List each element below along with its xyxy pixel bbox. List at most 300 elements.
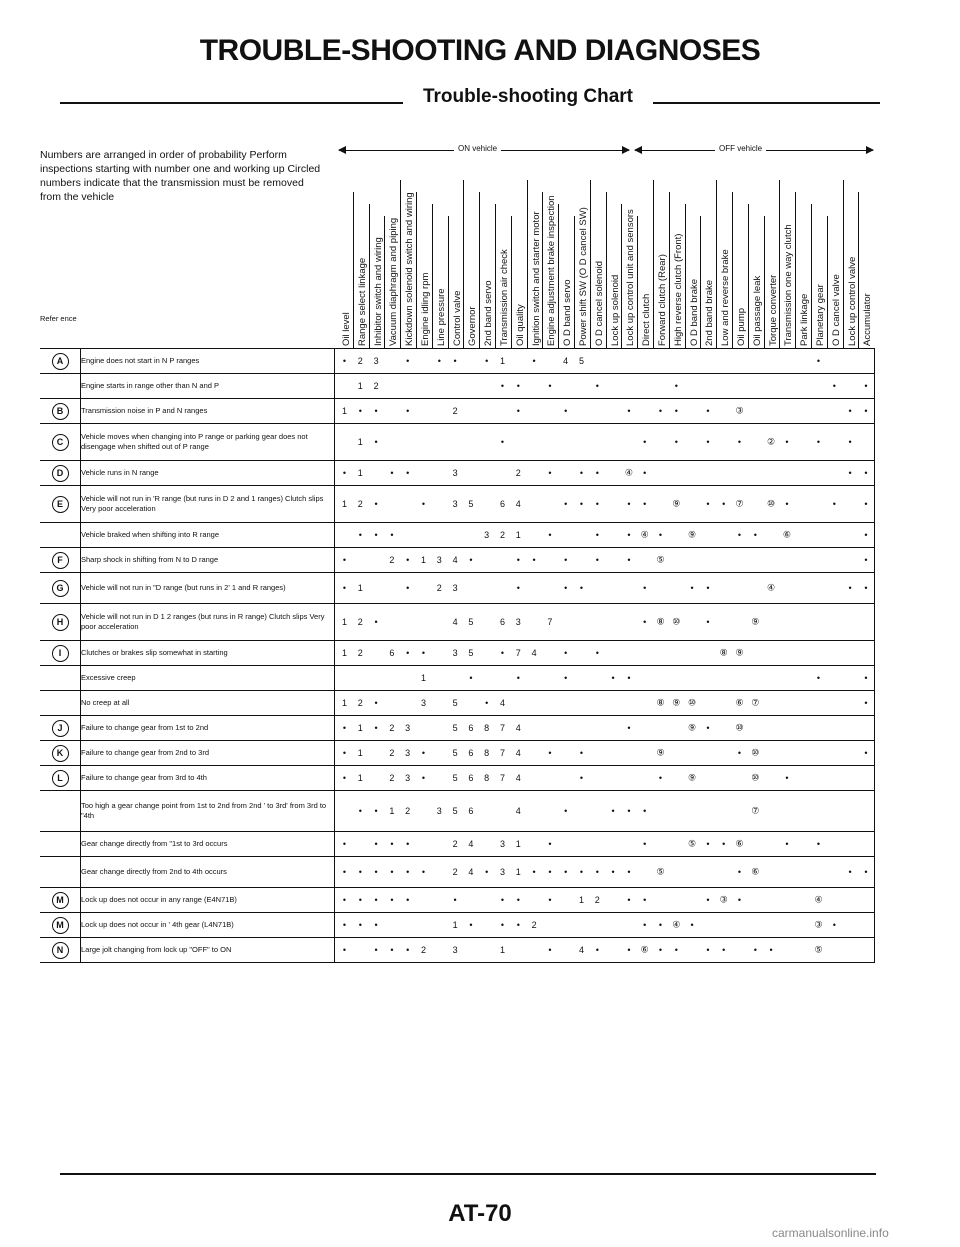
probability-value: • (406, 555, 410, 565)
column-divider (448, 216, 449, 348)
symptom-description: Vehicle will not run in D 1 2 ranges (but runs in R range) Clutch slips Very poor acceleration (81, 604, 335, 641)
probability-value: • (737, 530, 742, 540)
probability-value: • (658, 406, 663, 416)
off-vehicle-range (635, 145, 873, 157)
column-header-label: Park linkage (799, 293, 811, 346)
probability-value: • (485, 356, 489, 366)
symptom-description: Engine starts in range other than N and P (81, 374, 335, 399)
probability-value: • (864, 555, 868, 565)
reference-symbol: L (52, 770, 69, 787)
probability-value: • (753, 945, 757, 955)
off-vehicle-label: OFF vehicle (715, 144, 766, 153)
probability-value: 1 (389, 806, 395, 816)
probability-value: • (516, 555, 520, 565)
probability-value: • (643, 468, 647, 478)
probability-value: • (674, 406, 678, 416)
probability-value: • (342, 839, 347, 849)
probability-value: ⑧ (719, 647, 728, 658)
probability-value: • (342, 356, 347, 366)
reference-cell (40, 832, 81, 857)
probability-value: 2 (452, 867, 458, 877)
probability-value: 8 (484, 748, 490, 758)
probability-value: • (516, 381, 520, 391)
probability-cells (335, 641, 875, 666)
reference-cell (40, 716, 81, 741)
probability-value: • (816, 839, 821, 849)
probability-value: • (706, 583, 710, 593)
table-row (40, 741, 875, 766)
column-header (812, 158, 826, 348)
column-header-label: 2nd band servo (483, 280, 495, 346)
column-divider (479, 192, 480, 348)
reference-symbol: G (52, 580, 69, 597)
column-header-label: Oil level (341, 312, 352, 346)
probability-value: • (374, 867, 378, 877)
probability-cells (335, 741, 875, 766)
trouble-shooting-table (40, 348, 875, 963)
probability-value: • (548, 895, 552, 905)
probability-value: ⑥ (640, 944, 649, 955)
probability-value: 2 (357, 648, 363, 658)
probability-value: 4 (515, 806, 521, 816)
reference-symbol: I (52, 645, 69, 662)
probability-value: 1 (341, 648, 347, 658)
probability-value: • (658, 945, 663, 955)
probability-value: 7 (499, 773, 505, 783)
probability-value: ⑧ (656, 697, 665, 708)
probability-value: ⑩ (672, 616, 681, 627)
probability-value: 4 (452, 555, 458, 565)
probability-value: • (469, 920, 473, 930)
probability-value: • (595, 945, 599, 955)
probability-value: • (390, 945, 394, 955)
column-header (686, 158, 700, 348)
probability-value: 2 (389, 723, 395, 733)
probability-value: 1 (357, 773, 363, 783)
table-row (40, 913, 875, 938)
probability-value: 2 (594, 895, 600, 905)
column-divider (827, 216, 828, 348)
column-header (512, 158, 526, 348)
probability-value: ④ (767, 582, 776, 593)
column-header (385, 158, 399, 348)
chart-subtitle: Trouble-shooting Chart (403, 86, 653, 108)
probability-value: • (848, 468, 852, 478)
reference-cell (40, 424, 81, 461)
probability-value: • (516, 895, 520, 905)
probability-value: 3 (405, 748, 411, 758)
probability-value: • (485, 867, 489, 877)
probability-value: • (548, 381, 552, 391)
probability-value: • (706, 895, 710, 905)
probability-value: • (564, 648, 568, 658)
probability-value: 4 (468, 839, 474, 849)
probability-value: 1 (357, 437, 363, 447)
probability-value: 2 (357, 698, 363, 708)
probability-value: ⑧ (656, 616, 665, 627)
column-divider (463, 180, 464, 348)
probability-value: 3 (405, 773, 411, 783)
probability-value: • (374, 723, 378, 733)
probability-value: 3 (515, 617, 521, 627)
probability-value: ⑥ (735, 838, 744, 849)
table-row (40, 461, 875, 486)
column-divider (590, 180, 591, 348)
column-header (338, 158, 352, 348)
probability-value: • (627, 945, 631, 955)
symptom-description: Clutches or brakes slip somewhat in starting (81, 641, 335, 666)
reference-symbol: E (52, 496, 69, 513)
probability-value: 4 (515, 748, 521, 758)
symptom-description: Vehicle moves when changing into P range or parking gear does not disengage when shifted out of P range (81, 424, 335, 461)
probability-value: • (674, 437, 678, 447)
probability-value: 3 (452, 583, 458, 593)
column-header-label: Low and reverse brake (720, 249, 732, 346)
column-header (575, 158, 589, 348)
probability-value: 4 (531, 648, 537, 658)
probability-value: 4 (452, 617, 458, 627)
probability-cells (335, 523, 875, 548)
probability-cells (335, 349, 875, 374)
probability-value: • (564, 583, 568, 593)
probability-value: 1 (357, 468, 363, 478)
column-header-label: Transmission one way clutch (783, 224, 795, 346)
reference-symbol: H (52, 614, 69, 631)
probability-value: 3 (452, 499, 458, 509)
column-header (717, 158, 731, 348)
reference-symbol: F (52, 552, 69, 569)
probability-value: • (706, 437, 710, 447)
probability-value: • (643, 806, 647, 816)
probability-value: • (500, 920, 505, 930)
column-header (449, 158, 463, 348)
probability-value: • (627, 406, 631, 416)
probability-value: 3 (420, 698, 426, 708)
column-header-label: Inhibitor switch and wiring (372, 237, 384, 346)
probability-value: 1 (515, 530, 521, 540)
column-divider (558, 204, 559, 348)
symptom-description: Engine does not start in N P ranges (81, 349, 335, 374)
probability-value: • (864, 406, 868, 416)
probability-value: • (737, 867, 742, 877)
probability-cells (335, 691, 875, 716)
probability-value: • (516, 406, 520, 416)
reference-symbol: N (52, 942, 69, 959)
probability-value: 1 (515, 867, 521, 877)
probability-value: • (785, 437, 789, 447)
table-row (40, 938, 875, 963)
column-divider (700, 216, 701, 348)
probability-value: • (500, 895, 505, 905)
reference-symbol: M (52, 917, 69, 934)
column-divider (858, 192, 859, 348)
probability-cells (335, 548, 875, 573)
probability-value: • (358, 895, 362, 905)
probability-value: • (374, 945, 378, 955)
probability-value: • (627, 499, 631, 509)
probability-value: • (564, 406, 568, 416)
probability-value: • (374, 895, 378, 905)
probability-value: 5 (452, 723, 458, 733)
column-header-label: Accumulator (862, 293, 874, 346)
reference-cell (40, 691, 81, 716)
probability-value: • (595, 530, 599, 540)
probability-value: • (864, 468, 868, 478)
column-header-label: O D cancel valve (830, 274, 842, 346)
column-header-label: Ignition switch and starter motor (530, 211, 542, 346)
probability-value: • (595, 648, 599, 658)
probability-value: 4 (515, 723, 521, 733)
probability-value: 8 (484, 723, 490, 733)
probability-cells (335, 766, 875, 791)
symptom-description: No creep at all (81, 691, 335, 716)
probability-value: • (406, 468, 410, 478)
probability-value: 4 (499, 698, 505, 708)
column-header (780, 158, 794, 348)
page-title: TROUBLE-SHOOTING AND DIAGNOSES (199, 34, 761, 67)
probability-value: • (564, 806, 568, 816)
symptom-description: Gear change directly from 2nd to 4th occurs (81, 857, 335, 888)
probability-value: 1 (357, 583, 363, 593)
probability-value: • (358, 530, 362, 540)
probability-value: • (848, 583, 852, 593)
probability-value: • (406, 406, 410, 416)
probability-value: • (816, 673, 821, 683)
column-header (607, 158, 621, 348)
probability-value: • (406, 356, 410, 366)
probability-value: ④ (624, 467, 633, 478)
probability-value: • (595, 867, 599, 877)
column-divider (732, 192, 733, 348)
probability-value: • (500, 381, 505, 391)
probability-value: • (643, 920, 647, 930)
probability-value: ⑨ (688, 772, 697, 783)
reference-label: Refer ence (40, 314, 77, 323)
probability-value: ⑤ (814, 944, 823, 955)
symptom-description: Excessive creep (81, 666, 335, 691)
table-row (40, 791, 875, 832)
column-header (638, 158, 652, 348)
probability-value: • (722, 499, 726, 509)
reference-symbol: C (52, 434, 69, 451)
probability-value: • (579, 748, 584, 758)
probability-value: 7 (547, 617, 553, 627)
probability-value: • (358, 406, 362, 416)
probability-value: • (611, 673, 615, 683)
probability-value: • (406, 648, 410, 658)
column-header-area (335, 140, 875, 348)
probability-value: 2 (389, 748, 395, 758)
column-header-label: O D band brake (688, 278, 700, 346)
column-divider (621, 204, 622, 348)
column-header-label: Oil passage leak (751, 275, 763, 346)
reference-cell (40, 741, 81, 766)
probability-value: 3 (452, 945, 458, 955)
probability-value: 2 (515, 468, 521, 478)
probability-value: 6 (389, 648, 395, 658)
probability-value: • (406, 839, 410, 849)
column-header (401, 158, 415, 348)
column-header-label: Engine idling rpm (420, 272, 431, 346)
table-row (40, 716, 875, 741)
column-header (559, 158, 573, 348)
probability-value: 1 (357, 748, 363, 758)
probability-value: • (832, 499, 836, 509)
probability-value: • (579, 583, 584, 593)
reference-symbol: A (52, 353, 69, 370)
probability-value: • (342, 555, 347, 565)
column-divider (353, 192, 354, 348)
probability-value: 1 (499, 356, 505, 366)
column-header (765, 158, 779, 348)
column-header-label: Planetary gear (815, 284, 826, 346)
symptom-description: Failure to change gear from 2nd to 3rd (81, 741, 335, 766)
probability-value: • (485, 698, 489, 708)
column-header-label: O D band servo (562, 279, 574, 346)
probability-value: • (421, 748, 426, 758)
probability-value: ⑦ (751, 697, 760, 708)
probability-cells (335, 604, 875, 641)
probability-value: 5 (468, 499, 474, 509)
probability-value: • (643, 583, 647, 593)
probability-value: • (864, 530, 868, 540)
table-row (40, 832, 875, 857)
reference-cell (40, 888, 81, 913)
probability-value: 5 (452, 748, 458, 758)
probability-value: 5 (578, 356, 584, 366)
reference-cell (40, 666, 81, 691)
probability-value: • (374, 698, 378, 708)
table-row (40, 548, 875, 573)
probability-value: • (706, 617, 710, 627)
page-number: AT-70 (448, 1200, 512, 1227)
column-divider (384, 216, 385, 348)
probability-value: • (342, 945, 347, 955)
probability-value: 2 (452, 406, 458, 416)
symptom-description: Lock up does not occur in ' 4th gear (L4N71B) (81, 913, 335, 938)
reference-symbol: B (52, 403, 69, 420)
reference-cell (40, 604, 81, 641)
probability-value: • (516, 583, 520, 593)
probability-value: 5 (468, 617, 474, 627)
probability-value: • (374, 839, 378, 849)
on-vehicle-label: ON vehicle (454, 144, 501, 153)
probability-value: • (611, 806, 615, 816)
probability-value: • (579, 468, 584, 478)
probability-cells (335, 888, 875, 913)
probability-value: • (785, 499, 789, 509)
watermark: carmanualsonline.info (772, 1226, 889, 1240)
probability-value: • (500, 648, 505, 658)
column-divider (416, 192, 417, 348)
probability-value: 2 (405, 806, 411, 816)
probability-value: 3 (499, 839, 505, 849)
probability-value: • (342, 748, 347, 758)
probability-value: • (643, 499, 647, 509)
probability-value: • (722, 839, 726, 849)
probability-value: • (643, 839, 647, 849)
probability-value: • (453, 895, 457, 905)
probability-cells (335, 716, 875, 741)
probability-value: 5 (452, 698, 458, 708)
probability-value: • (564, 867, 568, 877)
probability-value: 2 (357, 617, 363, 627)
probability-value: • (453, 356, 457, 366)
probability-cells (335, 573, 875, 604)
reference-cell (40, 486, 81, 523)
column-header-label: Engine adjustment brake inspection (546, 195, 558, 346)
table-row (40, 857, 875, 888)
probability-value: • (706, 945, 710, 955)
column-divider (606, 192, 607, 348)
probability-cells (335, 791, 875, 832)
probability-value: • (816, 437, 821, 447)
probability-value: • (627, 723, 631, 733)
probability-value: 3 (436, 806, 442, 816)
reference-cell (40, 791, 81, 832)
probability-value: 3 (499, 867, 505, 877)
probability-value: • (532, 555, 536, 565)
column-divider (811, 204, 812, 348)
reference-cell (40, 766, 81, 791)
probability-value: ⑦ (735, 498, 744, 509)
probability-value: • (406, 867, 410, 877)
probability-value: ⑥ (782, 529, 791, 540)
probability-value: • (548, 748, 552, 758)
probability-value: • (579, 499, 584, 509)
probability-value: • (374, 499, 378, 509)
reference-cell (40, 641, 81, 666)
probability-value: • (548, 945, 552, 955)
probability-value: • (595, 468, 599, 478)
probability-value: • (358, 867, 362, 877)
symptom-description: Large jolt changing from lock up "OFF" to ON (81, 938, 335, 963)
reference-cell (40, 573, 81, 604)
symptom-description: Vehicle runs in N range (81, 461, 335, 486)
probability-value: • (390, 895, 394, 905)
table-row (40, 766, 875, 791)
column-divider (369, 204, 370, 348)
symptom-description: Failure to change gear from 1st to 2nd (81, 716, 335, 741)
probability-value: • (374, 406, 378, 416)
probability-value: • (753, 530, 757, 540)
probability-value: • (690, 920, 694, 930)
reference-symbol: J (52, 720, 69, 737)
table-row (40, 604, 875, 641)
column-divider (400, 180, 401, 348)
probability-value: 6 (468, 773, 474, 783)
probability-value: • (864, 867, 868, 877)
column-header (859, 158, 873, 348)
table-row (40, 349, 875, 374)
probability-value: ⑥ (735, 697, 744, 708)
probability-value: 2 (389, 773, 395, 783)
probability-value: 5 (452, 806, 458, 816)
probability-cells (335, 857, 875, 888)
column-header-label: Kickdown solenoid switch and wiring (404, 192, 416, 346)
on-vehicle-range (339, 145, 629, 157)
column-header (480, 158, 494, 348)
probability-cells (335, 424, 875, 461)
probability-value: ⑩ (688, 697, 697, 708)
probability-value: • (785, 773, 789, 783)
column-header (370, 158, 384, 348)
table-row (40, 691, 875, 716)
probability-value: • (595, 555, 599, 565)
probability-value: 3 (452, 648, 458, 658)
intro-text: Numbers are arranged in order of probability Perform inspections starting with number one and working up Circled numbers indicate that the transmission must be removed from the vehicle (40, 149, 321, 203)
probability-value: 7 (499, 748, 505, 758)
